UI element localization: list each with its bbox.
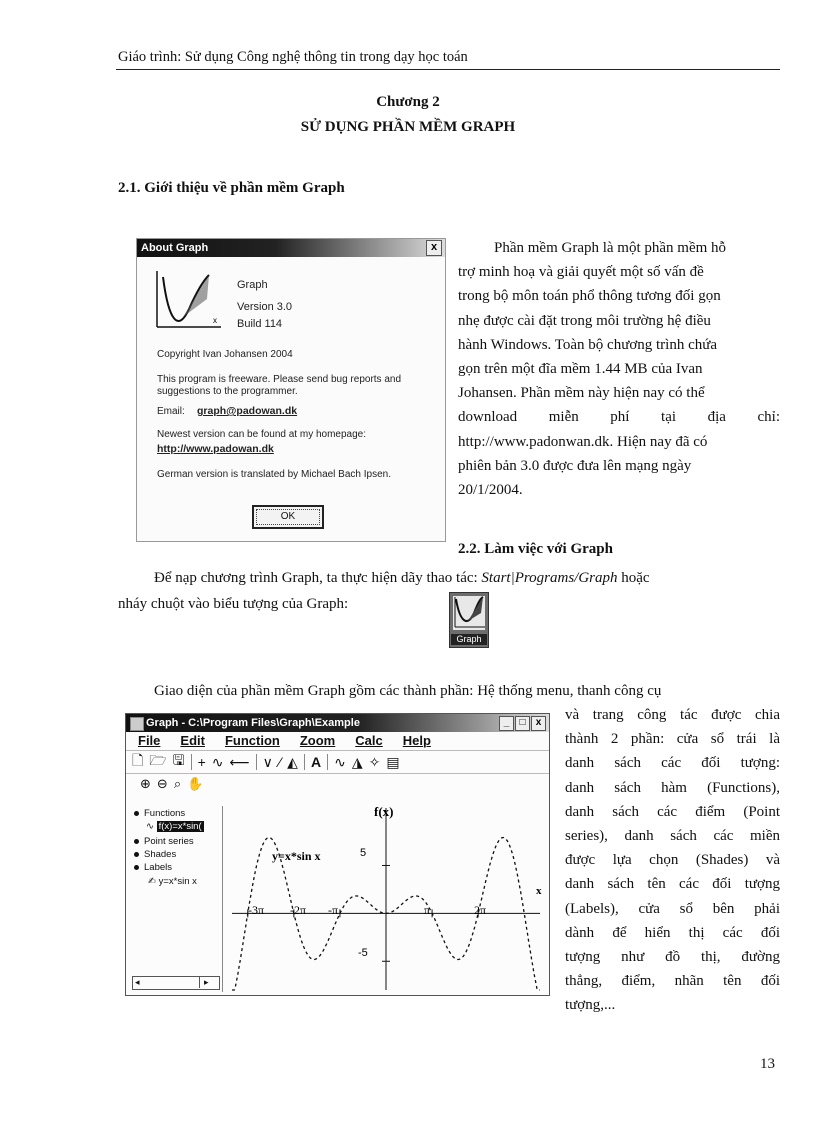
interface-paragraph: [565, 703, 780, 1018]
graph-icon-glyph: [450, 593, 488, 633]
label-icon: ✍: [148, 876, 159, 887]
section1-line: download miễn phí tại địa chỉ:: [458, 409, 780, 426]
pan-hand-icon[interactable]: ✋: [187, 776, 204, 791]
insert-relation-icon[interactable]: ⁄: [278, 754, 282, 770]
tree-shades-label: Shades: [144, 849, 177, 860]
about-homepage-link[interactable]: http://www.padowan.dk: [157, 443, 274, 455]
about-graph-dialog: [136, 238, 446, 542]
graph-icon-label: Graph: [451, 634, 487, 645]
interface-line: thẳng, điểm, nhãn tên đối: [565, 973, 780, 990]
about-freeware-line1: This program is freeware. Please send bug reports and: [157, 374, 402, 385]
about-copyright: Copyright Ivan Johansen 2004: [157, 349, 293, 360]
interface-intro: Giao diện của phần mềm Graph gồm các thành phần: Hệ thống menu, thanh công cụ: [154, 683, 662, 699]
x-tick-label: 2π: [474, 903, 487, 917]
menu-file[interactable]: File: [138, 733, 161, 748]
section1-line: phiên bản 3.0 được đưa lên mạng ngày: [458, 457, 692, 474]
menu-edit[interactable]: Edit: [180, 733, 205, 748]
graph-logo-icon: [149, 269, 223, 331]
about-build: Build 114: [237, 318, 283, 330]
tree-function-item[interactable]: [146, 821, 204, 832]
graph-window-title: Graph - C:\Program Files\Graph\Example: [146, 717, 360, 729]
toolbar-separator: [191, 754, 192, 770]
tree-shades[interactable]: [134, 849, 176, 860]
curve-icon: ∿: [146, 821, 157, 832]
header-divider: [116, 69, 780, 70]
new-file-icon[interactable]: 🗋: [132, 752, 144, 768]
insert-shade-icon[interactable]: ◭: [287, 753, 298, 770]
section1-line: 20/1/2004.: [458, 482, 523, 499]
section2-text-end: hoặc: [617, 570, 650, 586]
interface-line: danh sách các đối tượng:: [565, 755, 780, 772]
close-icon[interactable]: x: [426, 240, 442, 256]
section1-line: hành Windows. Toàn bộ chương trình chứa: [458, 336, 718, 353]
zoom-in-icon[interactable]: ⊕: [140, 776, 151, 791]
interface-line: series), danh sách các miền: [565, 828, 780, 845]
insert-label-icon[interactable]: A: [310, 754, 322, 770]
maximize-icon[interactable]: □: [515, 716, 530, 731]
interface-line: được lựa chọn (Shades) và: [565, 852, 780, 869]
y-axis-label: f(x): [374, 804, 394, 819]
section1-line: nhẹ được cài đặt trong môi trường hệ điều: [458, 312, 711, 329]
bullet-icon: [134, 865, 139, 870]
section1-line: Phần mềm Graph là một phần mềm hỗ: [494, 240, 727, 256]
close-icon[interactable]: x: [531, 716, 546, 731]
x-tick-label: π: [424, 903, 431, 917]
shade-icon[interactable]: ◮: [351, 753, 363, 770]
x-tick-label: -π: [328, 903, 339, 917]
toolbar-separator: [327, 754, 328, 770]
graph-program-icon[interactable]: [449, 592, 489, 648]
tree-label-item[interactable]: [148, 876, 197, 887]
chapter-title: SỬ DỤNG PHẦN MỀM GRAPH: [300, 119, 516, 135]
minimize-icon[interactable]: _: [499, 716, 514, 731]
bullet-icon: [134, 811, 139, 816]
curve-icon[interactable]: ∿: [334, 753, 346, 770]
zoom-toolbar: [126, 774, 549, 794]
x-tick-label: -2π: [290, 903, 307, 917]
tree-functions[interactable]: [134, 808, 185, 819]
menu-help[interactable]: Help: [402, 733, 431, 748]
interface-line: thành 2 phần: cửa sổ trái là: [565, 731, 780, 748]
open-folder-icon[interactable]: 🗁: [149, 752, 167, 768]
label-item-text: y=x*sin x: [158, 876, 197, 887]
interface-line: danh sách các điểm (Point: [565, 803, 780, 820]
zoom-window-icon[interactable]: ⌕: [173, 776, 182, 791]
interface-line: và trang công tác được chia: [565, 707, 780, 723]
y-tick-label: 5: [360, 847, 367, 859]
interface-line: tượng,...: [565, 997, 616, 1014]
section2-text: Để nạp chương trình Graph, ta thực hiện dãy thao tác:: [154, 570, 482, 586]
about-email-label: Email:: [157, 406, 185, 417]
section2-line2: nháy chuột vào biểu tượng của Graph:: [118, 596, 349, 612]
toolbar-separator: [304, 754, 305, 770]
tree-functions-label: Functions: [144, 808, 186, 819]
section1-line: trong bộ môn toán phổ thông tương đối gọn: [458, 288, 721, 305]
window-buttons: [499, 716, 546, 731]
horizontal-scrollbar[interactable]: [132, 976, 220, 990]
tree-point-series[interactable]: [134, 836, 194, 847]
bullet-icon: [134, 839, 139, 844]
section-heading-2-2: 2.2. Làm việc với Graph: [458, 541, 613, 557]
about-newest-version: Newest version can be found at my homepage:: [157, 429, 367, 440]
about-version: Version 3.0: [237, 301, 293, 313]
function-item-label: f(x)=x*sin(: [158, 821, 202, 832]
insert-tangent-icon[interactable]: ⟵: [229, 753, 250, 770]
interface-line: (Labels), cửa sổ bên phải: [565, 900, 780, 917]
tree-labels-label: Labels: [144, 862, 172, 873]
interface-line: dành để hiển thị các đối: [565, 924, 780, 941]
scroll-right-icon[interactable]: ▸: [199, 977, 209, 988]
section1-paragraph: [458, 236, 780, 502]
x-axis-label: x: [536, 885, 542, 897]
section1-line: trợ minh hoạ và giải quyết một số vấn đề: [458, 264, 704, 281]
zoom-out-icon[interactable]: ⊖: [156, 776, 168, 791]
section-heading-2-1: 2.1. Giới thiệu về phần mềm Graph: [118, 180, 345, 196]
tree-labels[interactable]: [134, 862, 172, 873]
toolbar-separator: [256, 754, 257, 770]
about-title-bar: [137, 239, 445, 257]
interface-line: tượng như đồ thị, đường: [565, 949, 780, 966]
about-title: About Graph: [141, 242, 209, 254]
table-icon[interactable]: ▤: [386, 753, 400, 770]
tree-point-series-label: Point series: [144, 836, 194, 847]
interface-line: danh sách tên các đối tượng: [565, 876, 780, 893]
about-translation-credit: German version is translated by Michael Bach Ipsen.: [157, 469, 391, 480]
svg-text:x: x: [213, 316, 217, 325]
section1-line: http://www.padonwan.dk. Hiện nay đã có: [458, 433, 708, 450]
bullet-icon: [134, 852, 139, 857]
app-icon: [130, 717, 144, 731]
main-toolbar: [126, 750, 549, 774]
about-email-link[interactable]: graph@padowan.dk: [197, 405, 298, 417]
page-number: 13: [760, 1056, 775, 1072]
section1-line: gọn trên một đĩa mềm 1.44 MB của Ivan: [458, 361, 703, 378]
insert-derivative-icon[interactable]: ∨: [262, 753, 273, 770]
scroll-left-icon[interactable]: ◂: [135, 977, 140, 987]
page-header: Giáo trình: Sử dụng Công nghệ thông tin trong dạy học toán: [118, 49, 468, 65]
menu-path: Start|Programs/Graph: [481, 570, 618, 586]
about-app-name: Graph: [237, 279, 268, 291]
menu-bar: [126, 732, 549, 750]
menu-function[interactable]: Function: [224, 733, 280, 748]
menu-zoom[interactable]: Zoom: [299, 733, 336, 748]
curve-label: y=x*sin x: [272, 849, 321, 863]
section2-line1: [118, 566, 782, 590]
ok-button[interactable]: OK: [252, 505, 324, 529]
interface-line: danh sách hàm (Functions),: [565, 779, 780, 796]
y-tick-label: -5: [358, 947, 368, 959]
section1-line: Johansen. Phần mềm này hiện nay có thể: [458, 385, 705, 402]
x-tick-label: -3π: [248, 903, 265, 917]
function-plot[interactable]: [224, 804, 548, 994]
about-freeware-line2: suggestions to the programmer.: [157, 386, 298, 397]
object-list-panel: [128, 806, 223, 992]
chapter-number: Chương 2: [376, 94, 440, 110]
graph-title-bar: [126, 714, 549, 732]
insert-function-icon[interactable]: ∿: [211, 753, 224, 770]
menu-calc[interactable]: Calc: [355, 733, 383, 748]
tools-icon[interactable]: ✧: [368, 753, 381, 770]
save-icon[interactable]: 🖫: [172, 752, 185, 768]
graph-main-window: [125, 713, 550, 996]
axes-icon[interactable]: +: [197, 754, 206, 770]
